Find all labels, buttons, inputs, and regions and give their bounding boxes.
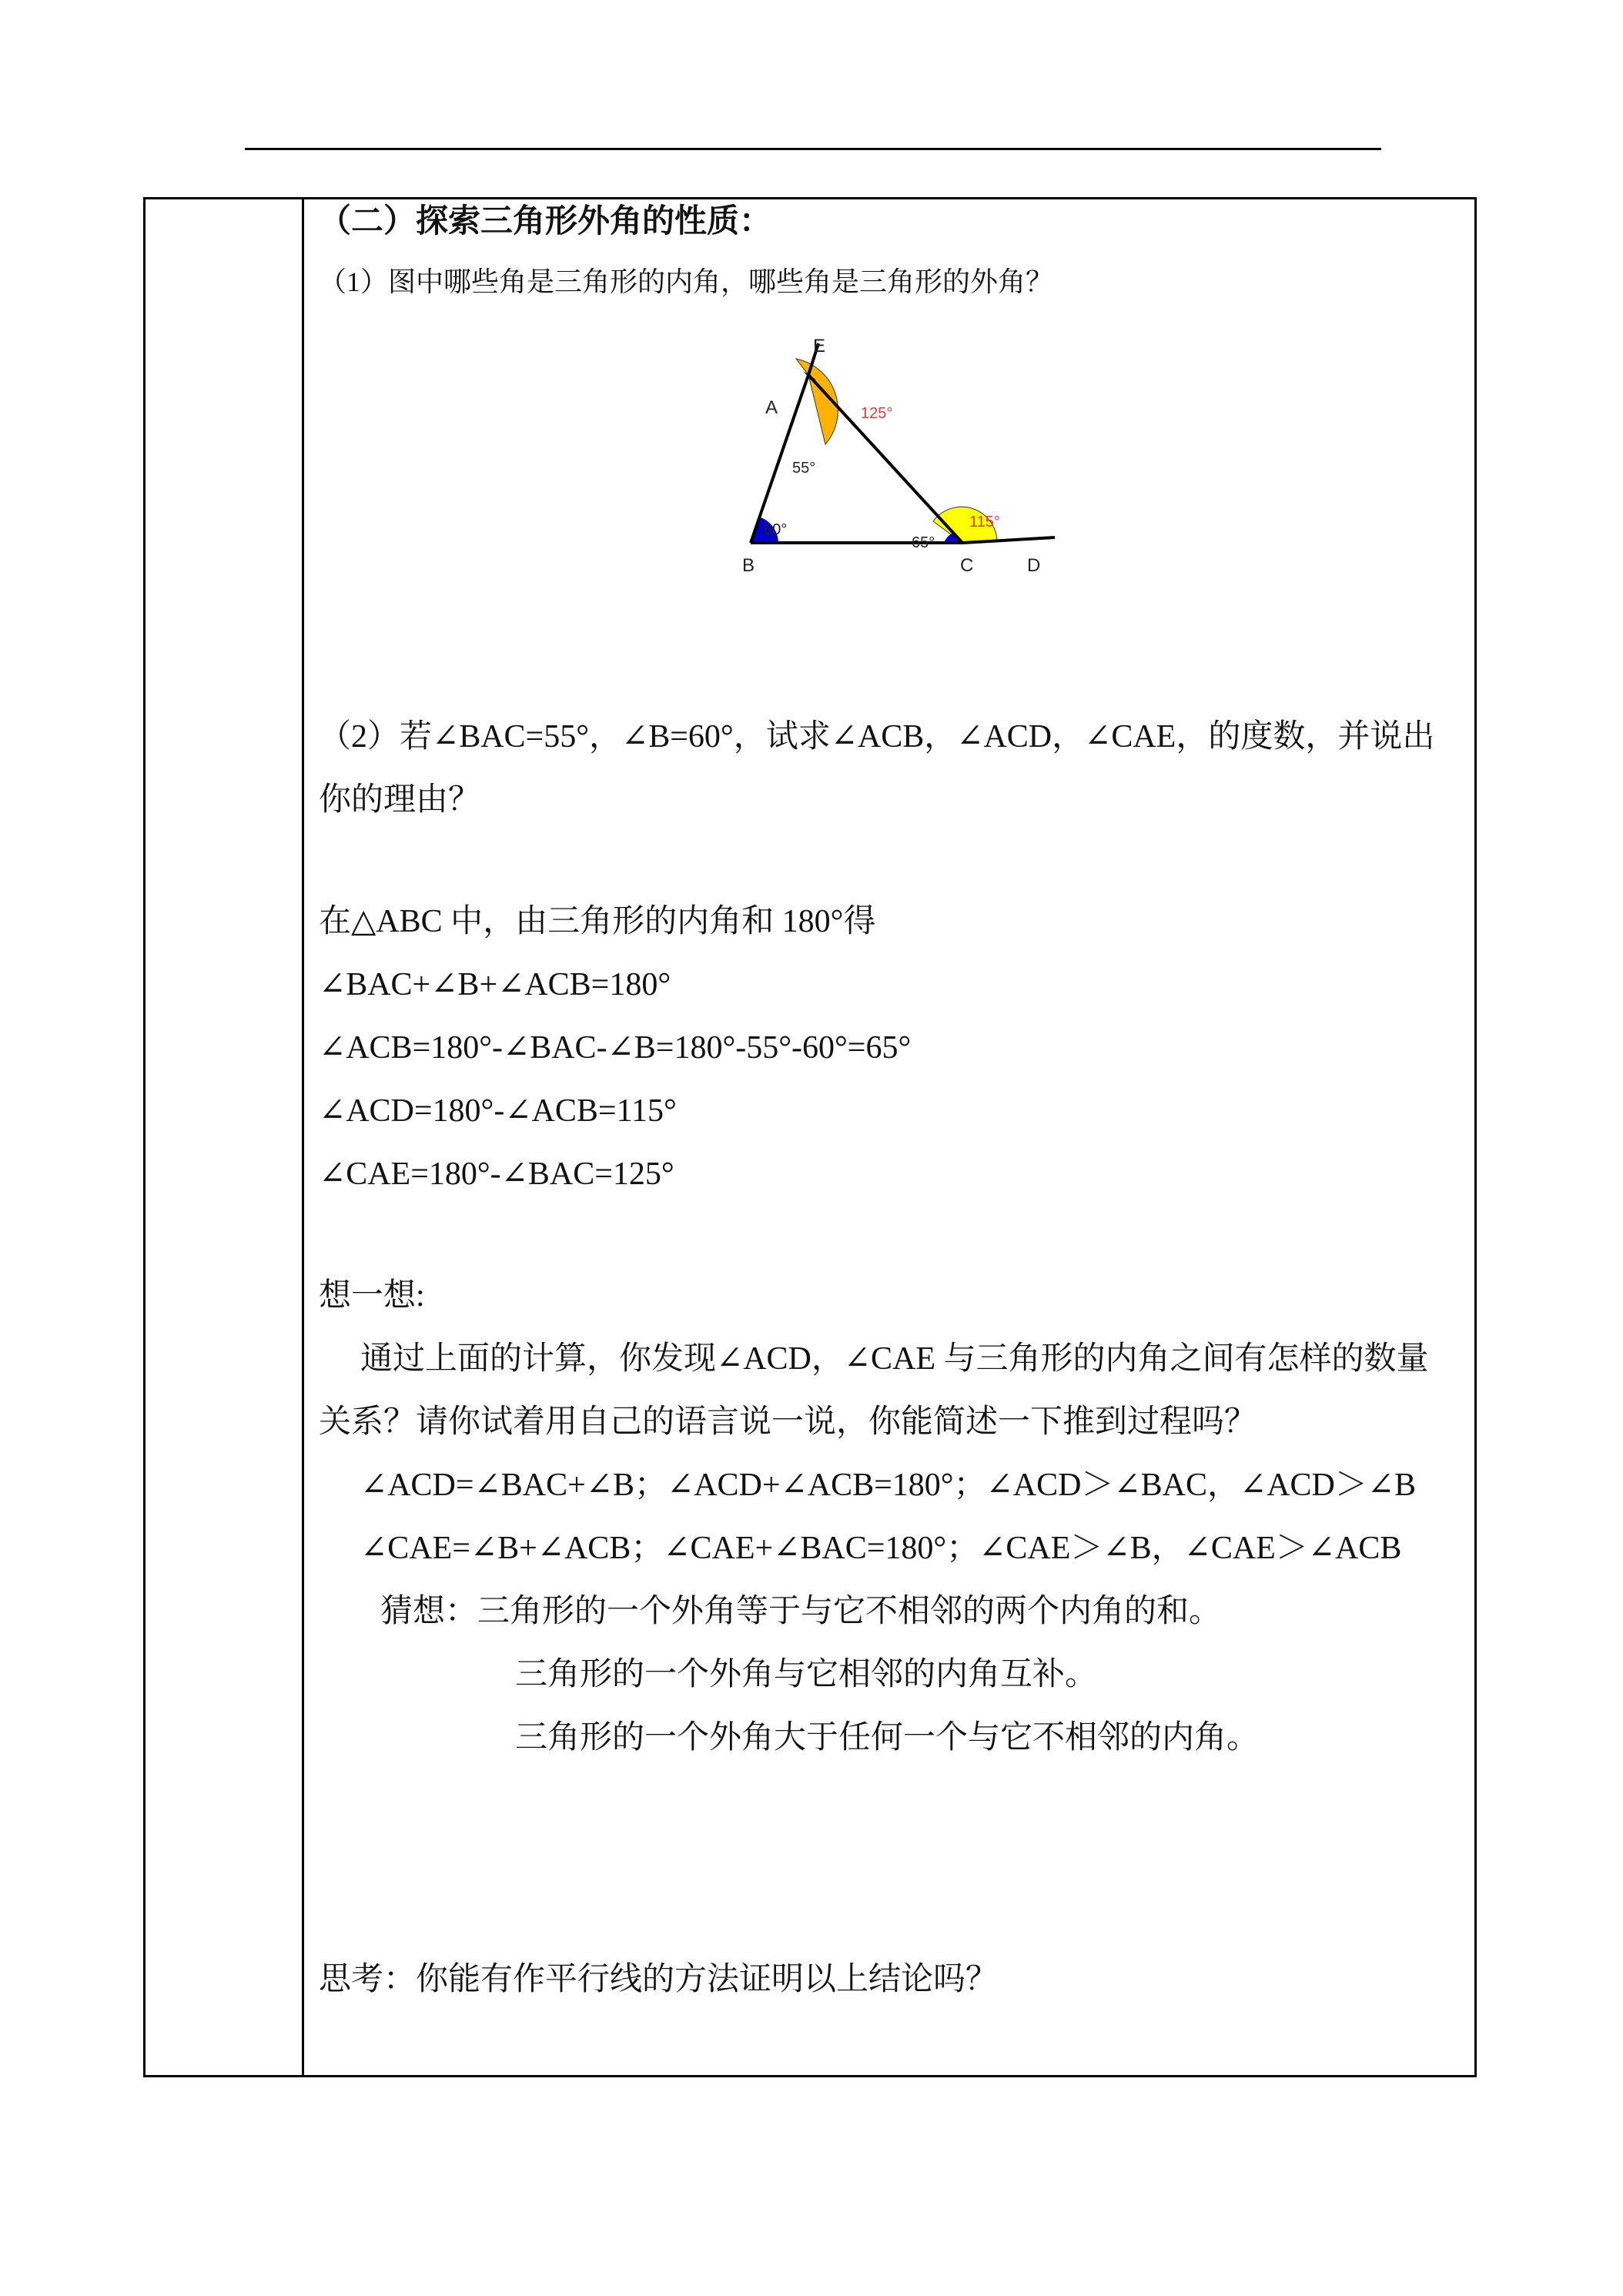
triangle-exterior-angle-diagram	[724, 327, 1078, 643]
point-label-e: E	[813, 336, 826, 356]
question-2-line-1: （2）若∠BAC=55°，∠B=60°，试求∠ACB，∠ACD，∠CAE，的度数，并说出	[319, 719, 1435, 755]
angle-label-60: 60°	[764, 521, 788, 538]
question-1: （1）图中哪些角是三角形的内角，哪些角是三角形的外角？	[319, 266, 1054, 297]
segment-ba	[751, 375, 808, 543]
solution-line-4: ∠ACD=180°-∠ACB=115°	[319, 1093, 677, 1129]
relation-line-1: ∠ACD=∠BAC+∠B；∠ACD+∠ACB=180°；∠ACD＞∠BAC，∠ACD＞∠B	[360, 1468, 1417, 1503]
solution-line-3: ∠ACB=180°-∠BAC-∠B=180°-55°-60°=65°	[319, 1030, 912, 1066]
solution-line-1: 在△ABC 中，由三角形的内角和 180°得	[319, 904, 876, 939]
section-title: （二）探索三角形外角的性质：	[319, 202, 772, 239]
segment-ac	[808, 375, 962, 543]
think-text-line-1: 通过上面的计算，你发现∠ACD，∠CAE 与三角形的内角之间有怎样的数量	[360, 1341, 1429, 1377]
solution-line-2: ∠BAC+∠B+∠ACB=180°	[319, 967, 671, 1002]
point-label-a: A	[765, 397, 778, 418]
column-divider	[302, 197, 304, 2077]
angle-label-115: 115°	[969, 514, 1000, 530]
header-rule	[245, 148, 1381, 150]
guess-text: 猜想：三角形的一个外角等于与它不相邻的两个内角的和。	[380, 1594, 1222, 1629]
relation-line-2: ∠CAE=∠B+∠ACB；∠CAE+∠BAC=180°；∠CAE＞∠B，∠CAE＞∠ACB	[360, 1531, 1402, 1566]
guess-more-2: 三角形的一个外角大于任何一个与它不相邻的内角。	[515, 1720, 1260, 1755]
angle-label-125: 125°	[861, 405, 893, 422]
thinking-question: 思考：你能有作平行线的方法证明以上结论吗？	[319, 1962, 999, 1997]
guess-more-1: 三角形的一个外角与它相邻的内角互补。	[515, 1657, 1098, 1692]
solution-line-5: ∠CAE=180°-∠BAC=125°	[319, 1156, 674, 1192]
point-label-b: B	[742, 555, 755, 576]
think-text-line-2: 关系？请你试着用自己的语言说一说，你能简述一下推到过程吗？	[319, 1404, 1257, 1440]
point-label-c: C	[960, 555, 974, 576]
point-label-d: D	[1027, 555, 1041, 576]
think-title: 想一想:	[319, 1278, 425, 1314]
question-2-line-2: 你的理由？	[319, 782, 481, 818]
angle-label-65: 65°	[912, 534, 935, 551]
angle-label-55: 55°	[792, 460, 816, 477]
